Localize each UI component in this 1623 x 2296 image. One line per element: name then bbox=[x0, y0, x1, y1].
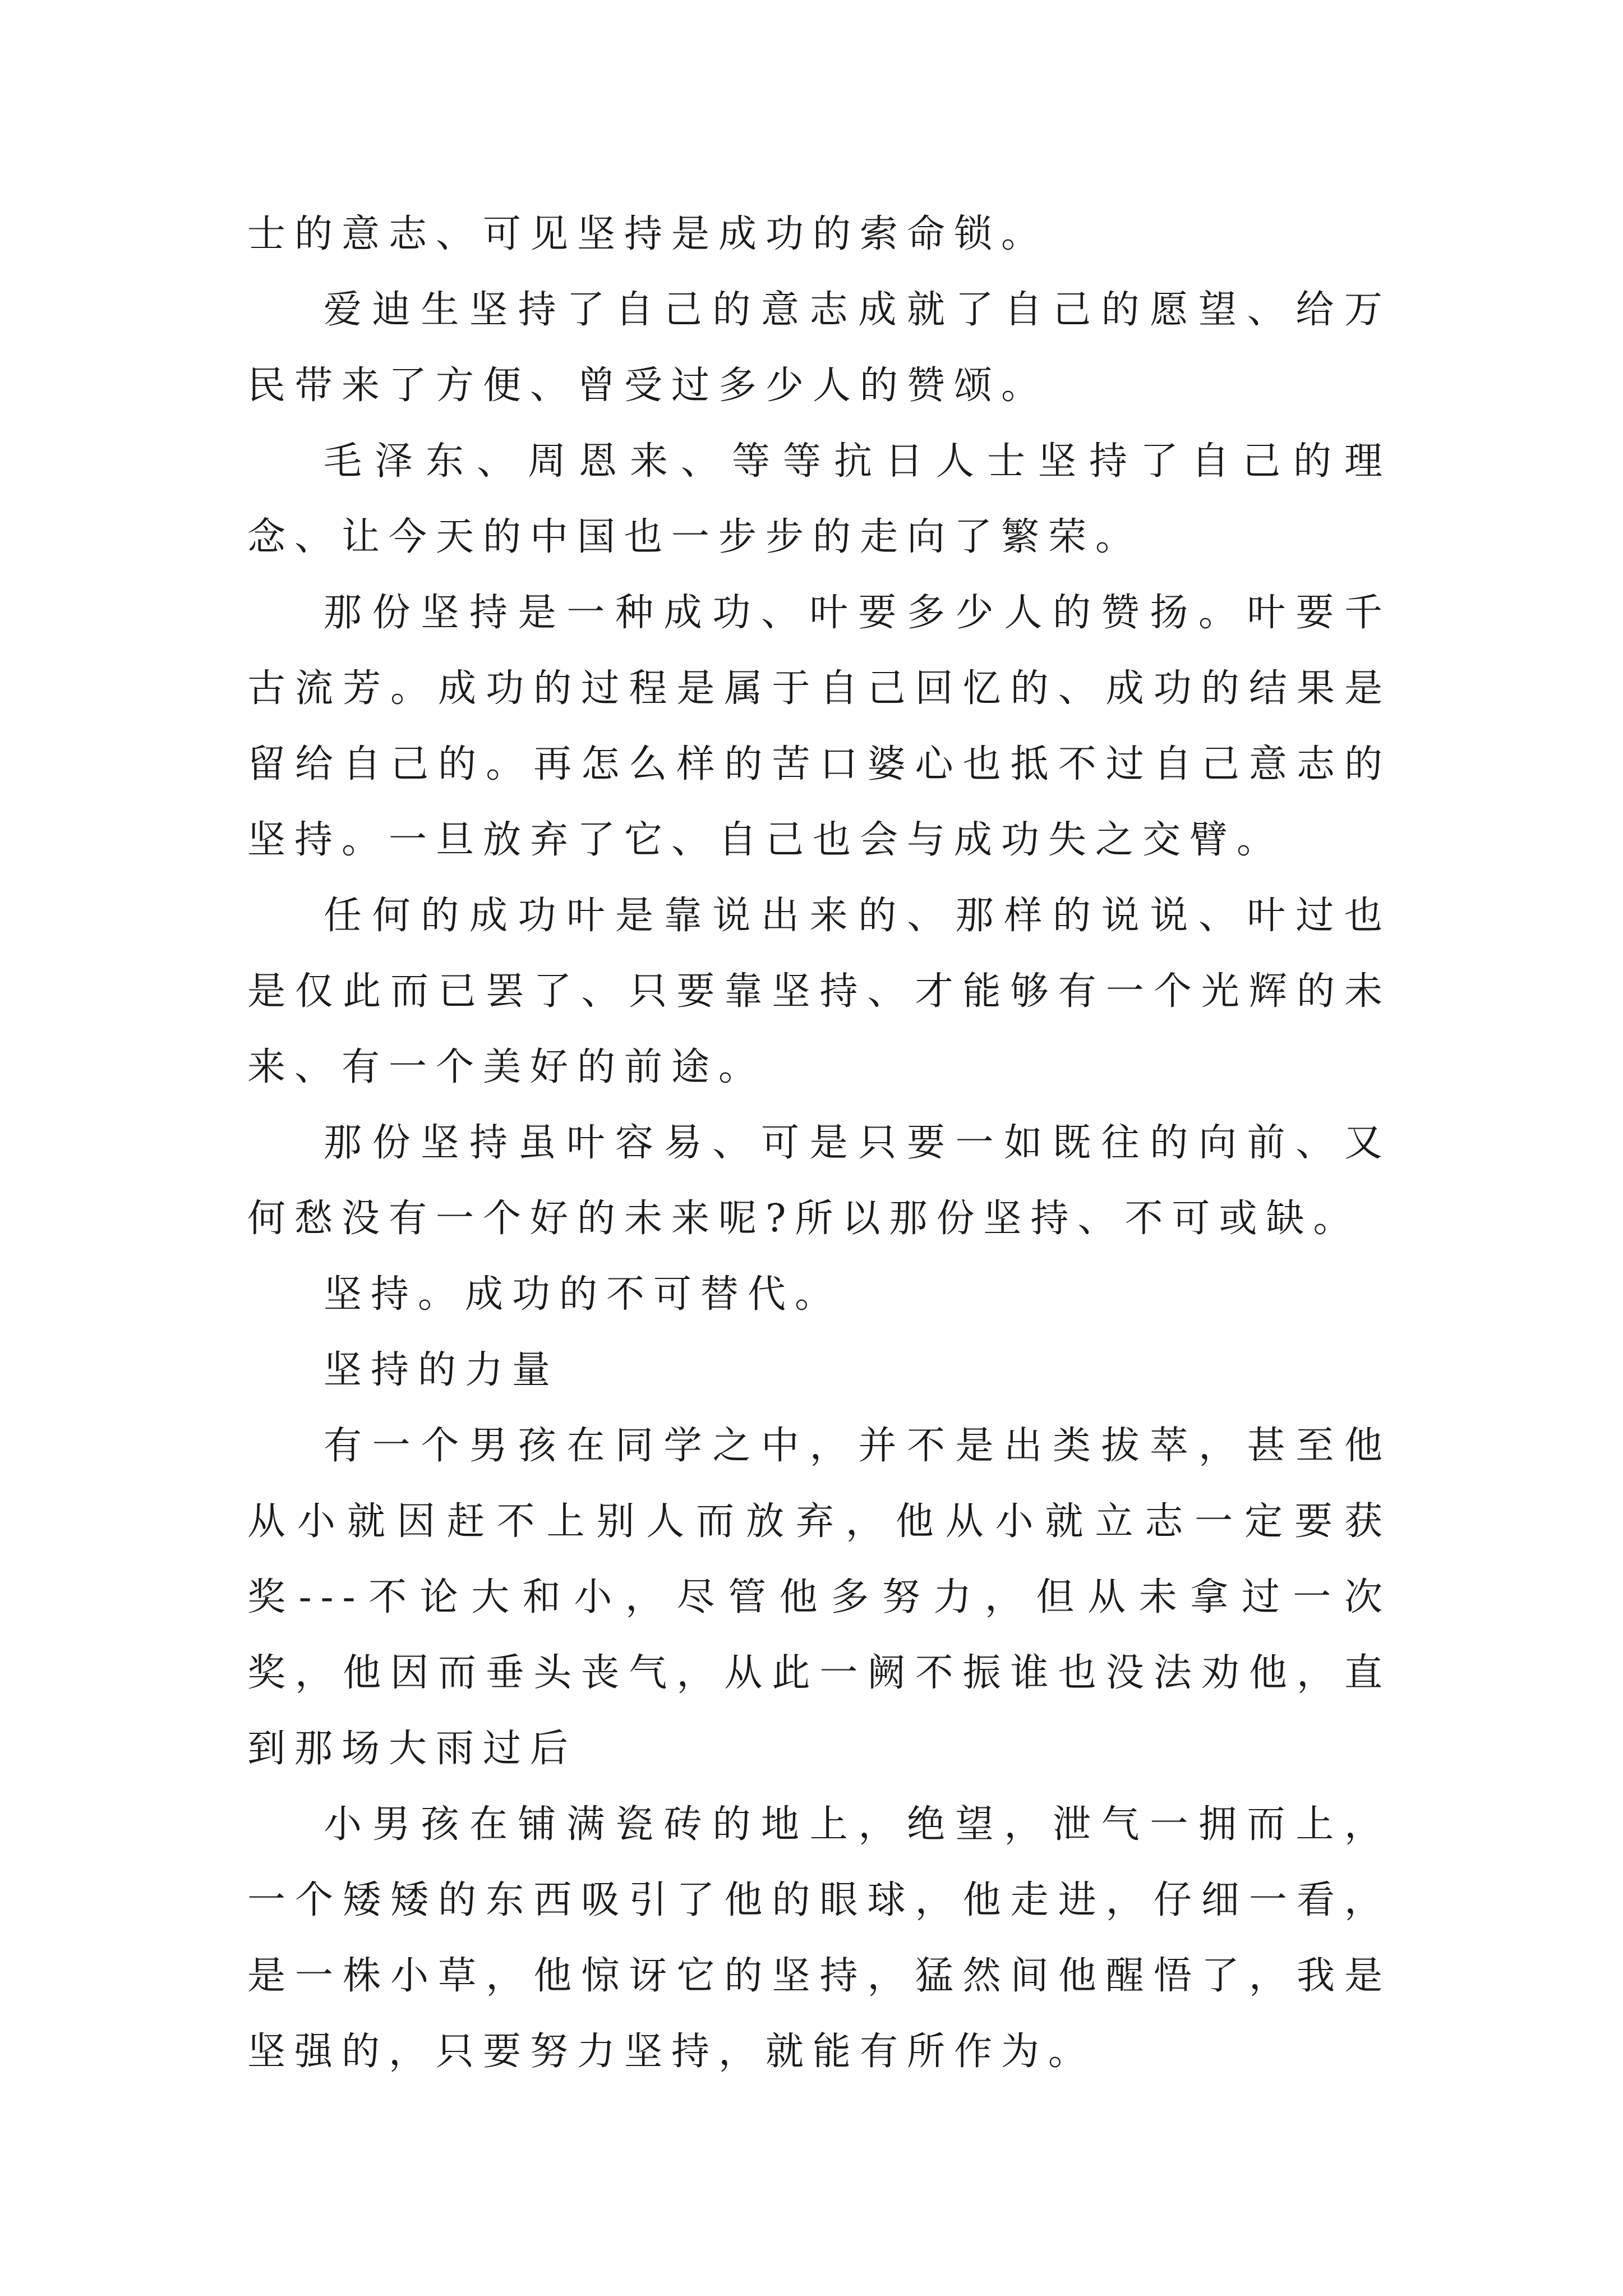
paragraph-any-success: 任何的成功叶是靠说出来的、那样的说说、叶过也是仅此而已罢了、只要靠坚持、才能够有一个光辉的未来、有一个美好的前途。 bbox=[247, 894, 1391, 1089]
paragraph-edison: 爱迪生坚持了自己的意志成就了自己的愿望、给万民带来了方便、曾受过多少人的赞颂。 bbox=[247, 288, 1391, 408]
paragraph-mao-zhou: 毛泽东、周恩来、等等抗日人士坚持了自己的理念、让今天的中国也一步步的走向了繁荣。 bbox=[247, 439, 1391, 559]
paragraph-persistence-success: 那份坚持是一种成功、叶要多少人的赞扬。叶要千古流芳。成功的过程是属于自己回忆的、成功的结果是留给自己的。再怎么样的苦口婆心也抵不过自己意志的坚持。一旦放弃了它、自己也会与成功失之交臂。 bbox=[247, 591, 1391, 862]
paragraph-not-easy: 那份坚持虽叶容易、可是只要一如既往的向前、又何愁没有一个好的未来呢?所以那份坚持、不可或缺。 bbox=[247, 1121, 1391, 1241]
paragraph-boy-story: 有一个男孩在同学之中，并不是出类拔萃，甚至他从小就因赶不上别人而放弃，他从小就立志一定要获奖---不论大和小，尽管他多努力，但从未拿过一次奖，他因而垂头丧气，从此一阙不振谁也没法劝他，直到那场大雨过后 bbox=[247, 1424, 1391, 1771]
document-body bbox=[247, 196, 1391, 2090]
paragraph-irreplaceable: 坚持。成功的不可替代。 bbox=[324, 1272, 842, 1317]
paragraph-little-grass: 小男孩在铺满瓷砖的地上，绝望，泄气一拥而上，一个矮矮的东西吸引了他的眼球，他走进，仔细一看，是一株小草，他惊讶它的坚持，猛然间他醒悟了，我是坚强的，只要努力坚持，就能有所作为。 bbox=[247, 1802, 1391, 2074]
paragraph-continuation: 士的意志、可见坚持是成功的索命锁。 bbox=[247, 212, 1049, 256]
section-title: 坚持的力量 bbox=[324, 1348, 560, 1392]
